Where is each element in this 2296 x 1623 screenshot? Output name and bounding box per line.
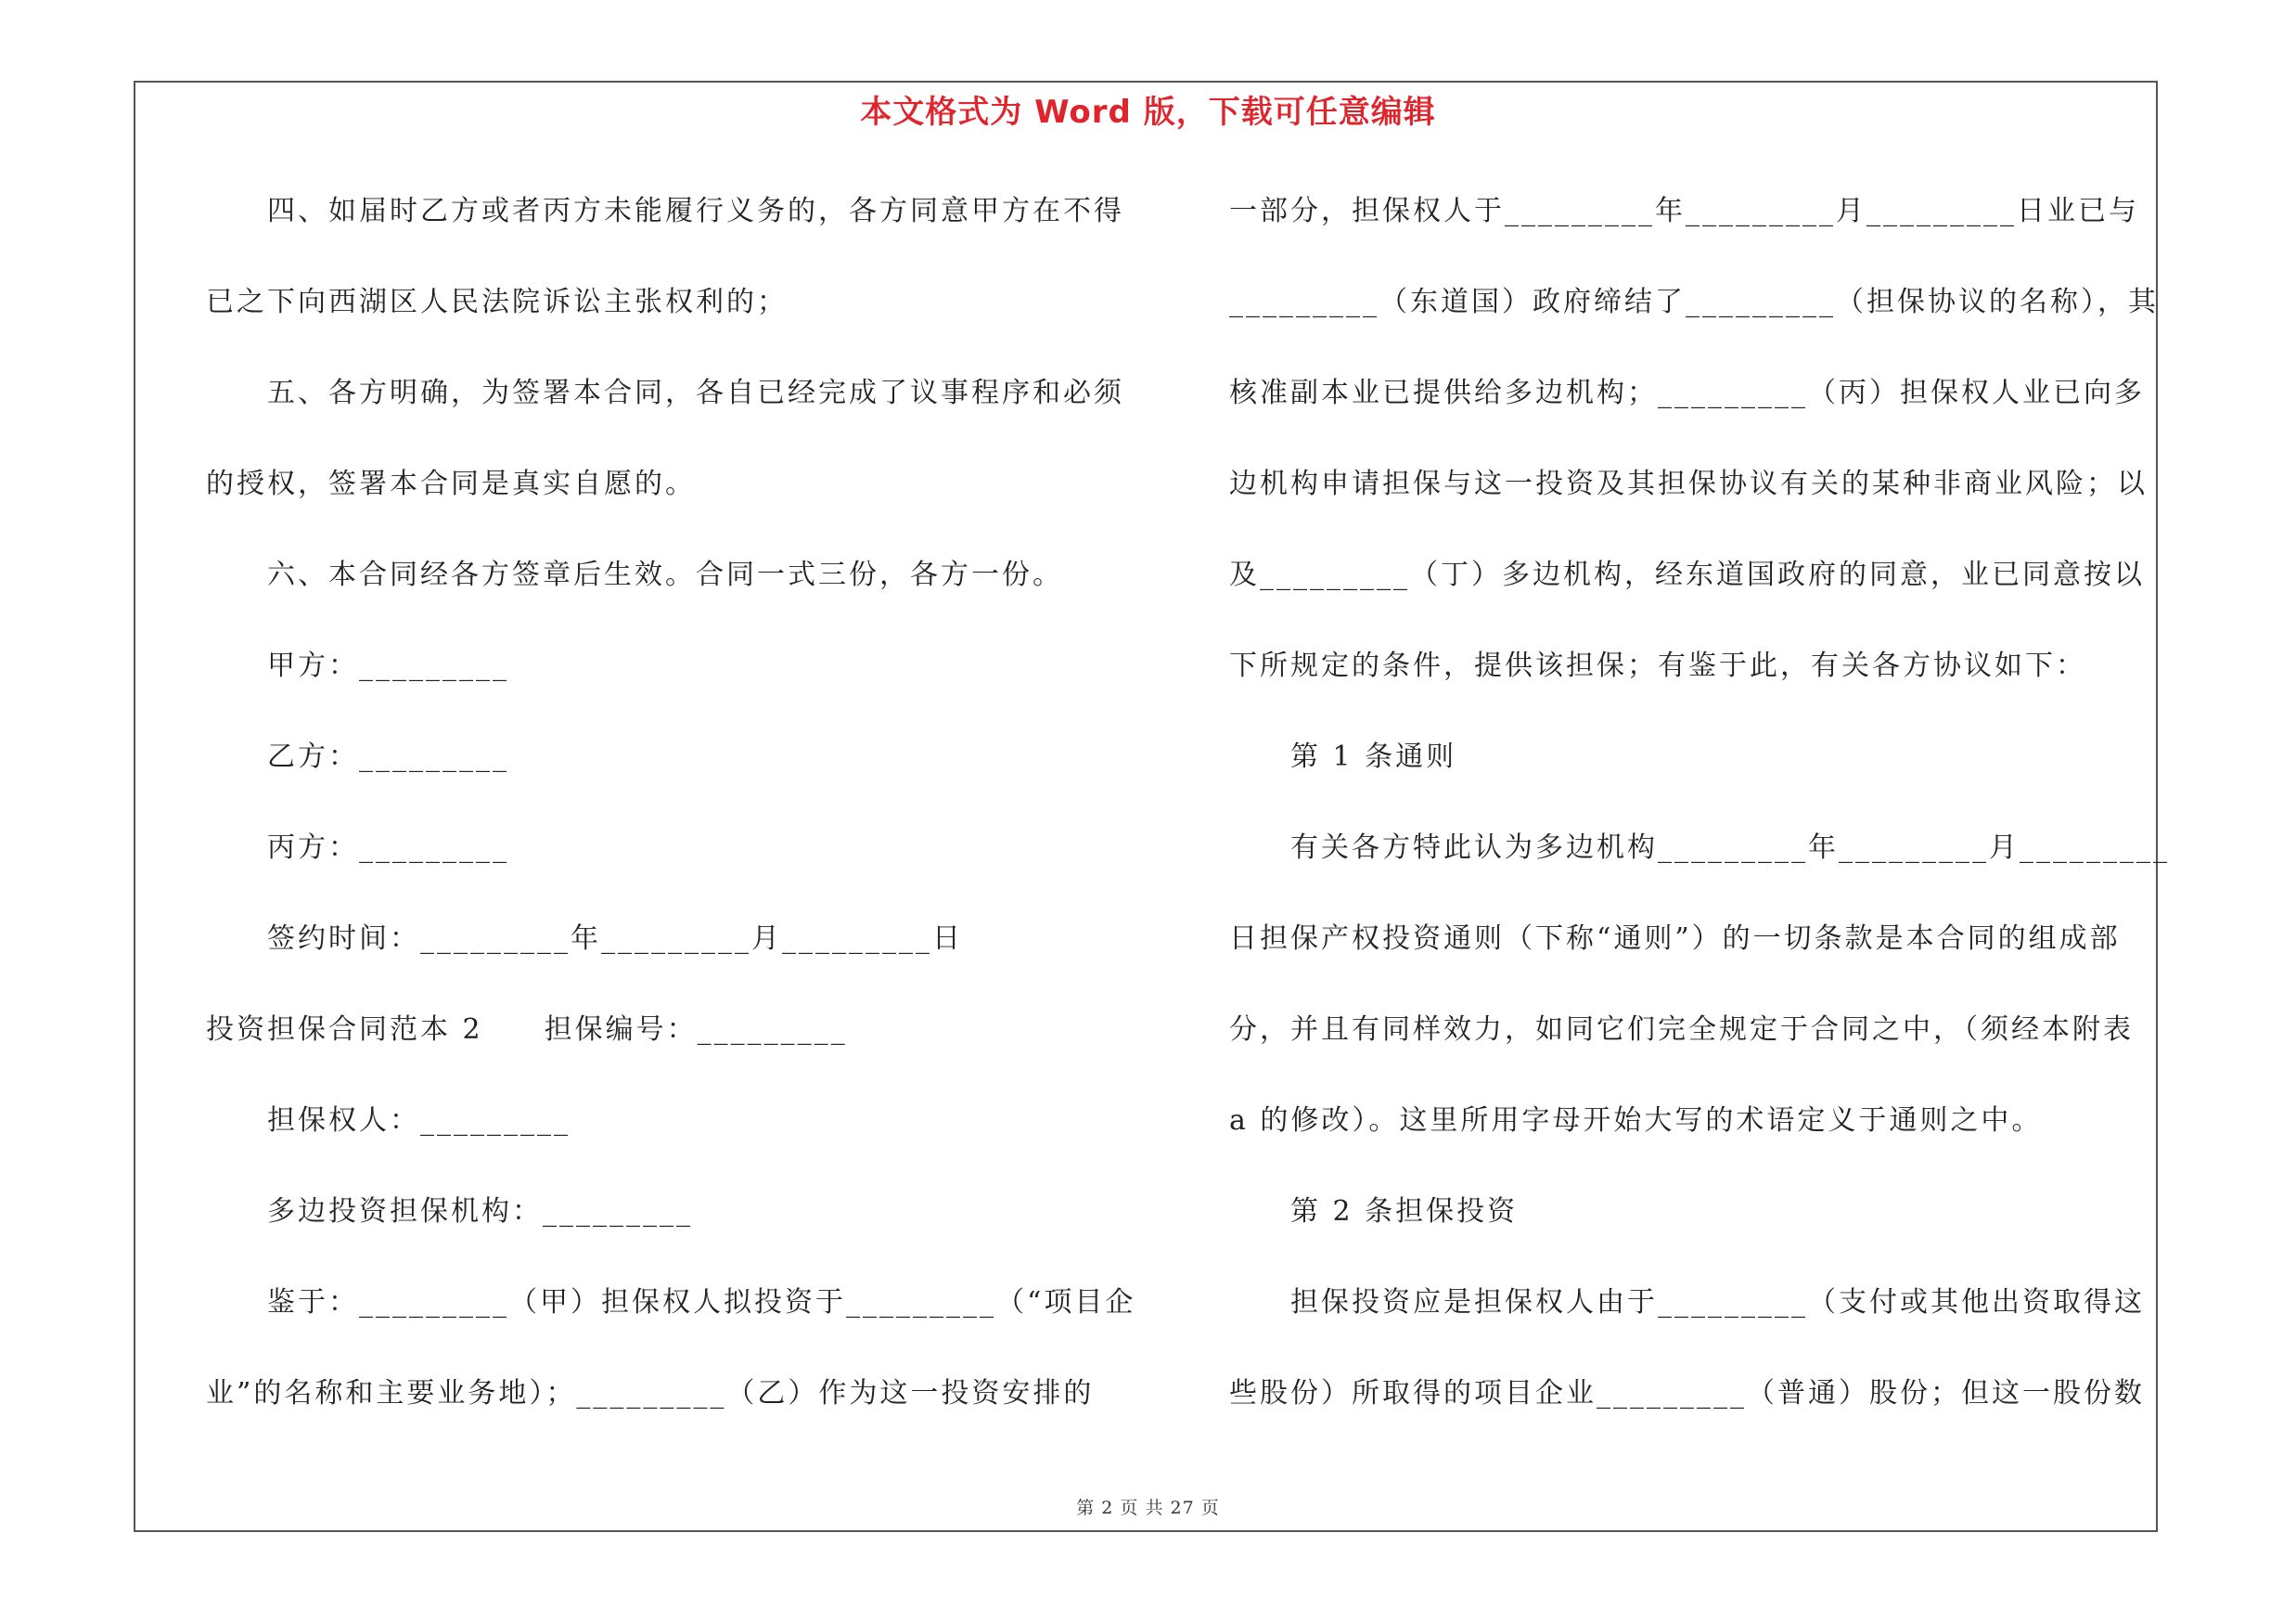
text-line: 日担保产权投资通则（下称“通则”）的一切条款是本合同的组成部 [1229, 922, 2121, 955]
text-line: 鉴于：_________（甲）担保权人拟投资于_________（“项目企 [267, 1286, 1136, 1319]
text-line: 分，并且有同样效力，如同它们完全规定于合同之中，（须经本附表 [1229, 1013, 2134, 1046]
text-line: 核准副本业已提供给多边机构；_________（丙）担保权人业已向多 [1229, 377, 2145, 409]
text-line: 下所规定的条件，提供该担保；有鉴于此，有关各方协议如下： [1229, 650, 2086, 682]
text-line: 及_________（丁）多边机构，经东道国政府的同意，业已同意按以 [1229, 559, 2145, 591]
article-heading: 第 2 条担保投资 [1290, 1195, 1519, 1228]
text-line: 边机构申请担保与这一投资及其担保协议有关的某种非商业风险；以 [1229, 468, 2148, 500]
text-line: _________（东道国）政府缔结了_________（担保协议的名称），其 [1229, 286, 2159, 318]
text-line: 已之下向西湖区人民法院诉讼主张权利的； [206, 286, 788, 318]
signing-date-field: 签约时间：_________年_________月_________日 [267, 922, 963, 955]
page-number: 第 2 页 共 27 页 [1076, 1498, 1220, 1518]
party-a-field: 甲方：_________ [267, 650, 509, 682]
text-line: 六、本合同经各方签章后生效。合同一式三份，各方一份。 [267, 559, 1063, 591]
text-line: 五、各方明确，为签署本合同，各自已经完成了议事程序和必须 [267, 377, 1124, 409]
text-line: 一部分，担保权人于_________年_________月_________日业已与 [1229, 195, 2139, 227]
word-format-notice: 本文格式为 Word 版，下载可任意编辑 [860, 94, 1436, 131]
text-line: 四、如届时乙方或者丙方未能履行义务的，各方同意甲方在不得 [267, 195, 1124, 227]
guarantee-holder-field: 担保权人：_________ [267, 1104, 571, 1137]
text-line: 有关各方特此认为多边机构_________年_________月_________ [1290, 831, 2170, 864]
text-line: 的授权，签署本合同是真实自愿的。 [206, 468, 696, 500]
text-line: a 的修改）。这里所用字母开始大写的术语定义于通则之中。 [1229, 1104, 2043, 1137]
section-title: 投资担保合同范本 2 担保编号：_________ [206, 1013, 848, 1046]
party-c-field: 丙方：_________ [267, 831, 509, 864]
party-b-field: 乙方：_________ [267, 741, 509, 773]
text-line: 业”的名称和主要业务地）；_________（乙）作为这一投资安排的 [206, 1377, 1095, 1410]
text-line: 些股份）所取得的项目企业_________（普通）股份；但这一股份数 [1229, 1377, 2145, 1410]
text-line: 担保投资应是担保权人由于_________（支付或其他出资取得这 [1290, 1286, 2145, 1319]
miga-field: 多边投资担保机构：_________ [267, 1195, 693, 1228]
article-heading: 第 1 条通则 [1290, 741, 1457, 773]
